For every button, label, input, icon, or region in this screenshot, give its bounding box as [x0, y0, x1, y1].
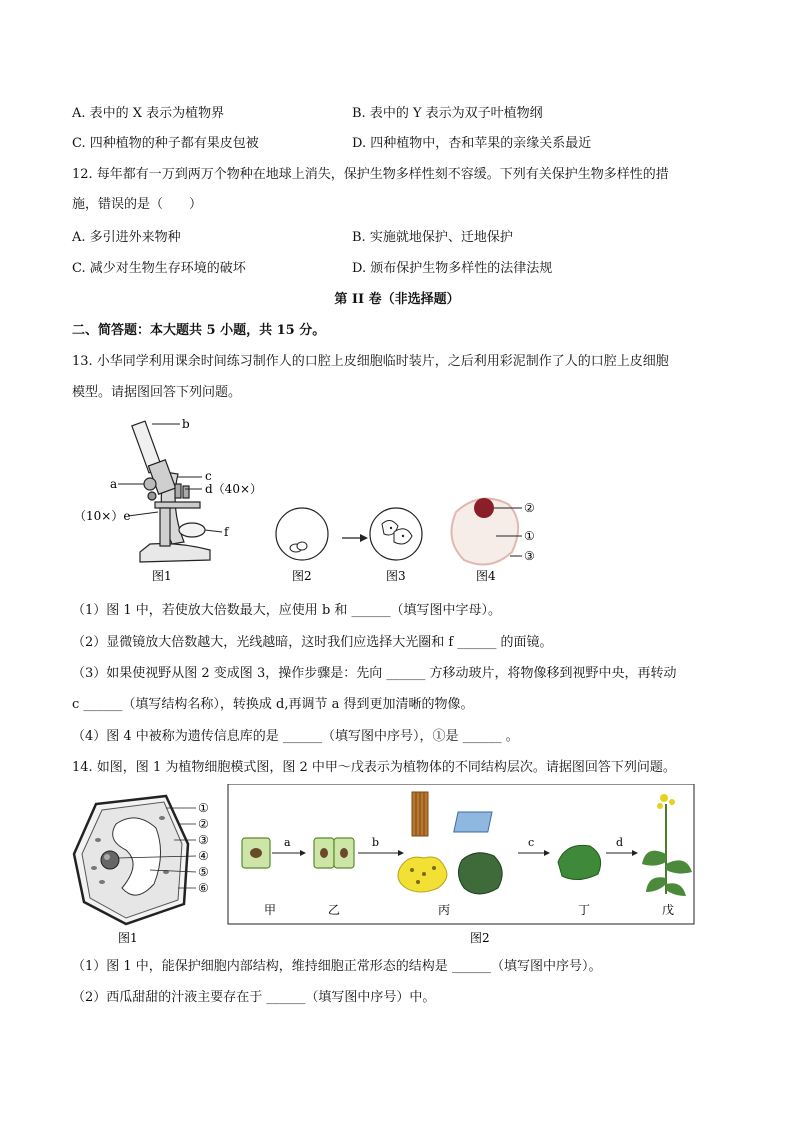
fig4-caption: 图4: [476, 569, 496, 583]
cell-label-3: ③: [198, 833, 209, 847]
q13-stem-line2: 模型。请据图回答下列问题。: [72, 385, 242, 400]
label-c: c: [205, 469, 212, 483]
section-title: 第 II 卷（非选择题）: [334, 292, 460, 307]
q11-option-a: A. 表中的 X 表示为植物界: [72, 106, 225, 121]
q13-sub4: （4）图 4 中被称为遗传信息库的是 ______（填写图中序号），①是 ______ 。: [72, 729, 519, 744]
q13-stem-line1: 13. 小华同学利用课余时间练习制作人的口腔上皮细胞临时装片，之后利用彩泥制作了人的口腔上皮细胞: [72, 354, 669, 369]
label-f: f: [224, 525, 229, 539]
q14-figures: [66, 784, 706, 949]
q13-sub3-line2: c ______（填写结构名称），转换成 d,再调节 a 得到更加清晰的物像。: [72, 697, 474, 712]
arrow-label-a: a: [284, 836, 291, 849]
microscope-figure: [132, 421, 210, 562]
q14-sub2: （2）西瓜甜甜的汁液主要存在于 ______（填写图中序号）中。: [72, 990, 436, 1005]
label-a: a: [110, 477, 118, 491]
nucleus: [474, 498, 494, 518]
label-yi: 乙: [328, 903, 341, 917]
q13-sub1: （1）图 1 中，若使放大倍数最大，应使用 b 和 ______（填写图中字母）。: [72, 603, 502, 618]
arrow-label-b: b: [372, 836, 380, 849]
fig2-frame: [228, 784, 694, 924]
label-bing: 丙: [438, 903, 451, 917]
q14-sub1: （1）图 1 中，能保护细胞内部结构，维持细胞正常形态的结构是 ______（填写图中序号）。: [72, 959, 602, 974]
q11-option-b: B. 表中的 Y 表示为双子叶植物纲: [352, 106, 543, 121]
label-b: b: [182, 417, 190, 431]
q13-sub2: （2）显微镜放大倍数越大，光线越暗，这时我们应选择大光圈和 f ______ 的面镜。: [72, 635, 553, 650]
cell-label-5: ⑤: [198, 865, 209, 879]
q11-option-c: C. 四种植物的种子都有果皮包被: [72, 136, 259, 151]
plant-cell-figure: [74, 796, 188, 924]
cell-label-2: ②: [198, 817, 209, 831]
cell-label-6: ⑥: [198, 881, 209, 895]
label-jia: 甲: [264, 903, 277, 917]
q12-stem-line2: 施，错误的是（ ）: [72, 197, 203, 212]
q12-stem-line1: 12. 每年都有一万到两万个物种在地球上消失，保护生物多样性刻不容缓。下列有关保护生物多样性的措: [72, 167, 669, 182]
q11-option-d: D. 四种植物中，杏和苹果的亲缘关系最近: [352, 136, 592, 151]
q12-option-a: A. 多引进外来物种: [72, 230, 181, 245]
arrow-label-d: d: [616, 836, 624, 849]
cell-label-4: ④: [198, 849, 209, 863]
q14-stem: 14. 如图，图 1 为植物细胞模式图，图 2 中甲～戊表示为植物体的不同结构层次。请据图回答下列问题。: [72, 760, 676, 775]
fig1-caption: 图1: [152, 569, 172, 583]
part2-heading: 二、简答题：本大题共 5 小题，共 15 分。: [72, 323, 326, 338]
q12-option-b: B. 实施就地保护、迁地保护: [352, 230, 513, 245]
label-e: （10×）e: [74, 509, 131, 523]
label-d: d（40×）: [205, 482, 263, 496]
q12-option-d: D. 颁布保护生物多样性的法律法规: [352, 261, 553, 276]
arrow-label-c: c: [528, 836, 535, 849]
label-ding: 丁: [578, 903, 591, 917]
fig4-label-2: ②: [524, 501, 535, 515]
q13-figures: [60, 412, 560, 587]
fig4-label-1: ①: [524, 529, 535, 543]
fig2-caption: 图2: [292, 569, 312, 583]
q14-fig1-caption: 图1: [118, 931, 138, 945]
fig4-label-3: ③: [524, 549, 535, 563]
q14-fig2-caption: 图2: [470, 931, 490, 945]
fig2-view: [276, 508, 328, 560]
label-wu: 戊: [662, 903, 675, 917]
cell-label-1: ①: [198, 801, 209, 815]
fig3-caption: 图3: [386, 569, 406, 583]
q12-option-c: C. 减少对生物生存环境的破坏: [72, 261, 246, 276]
q13-sub3-line1: （3）如果使视野从图 2 变成图 3，操作步骤是：先向 ______ 方移动玻片，将物像移到视野中央，再转动: [72, 666, 677, 681]
